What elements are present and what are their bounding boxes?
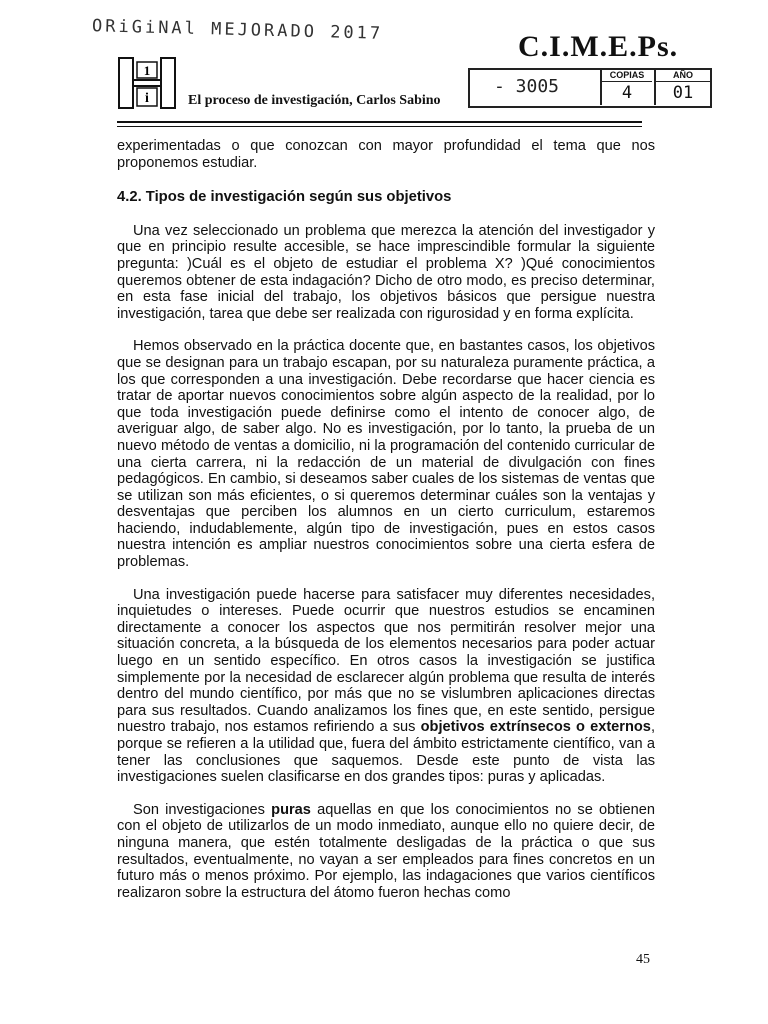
section-heading: 4.2. Tipos de investigación según sus objetivos: [117, 189, 452, 206]
stamp-code: - 3005: [494, 76, 560, 97]
stamp-copias-value: 4: [621, 83, 633, 103]
paragraph-4-bold: puras: [271, 801, 311, 818]
page-number: 45: [636, 952, 650, 967]
stamp-anio-value: 01: [672, 83, 694, 103]
paragraph-1: Una vez seleccionado un problema que merezca la atención del investigador y que en principio resulte accesible, se hace imprescindible formular la siguiente pregunta: )Cuál es el objeto de estudiar el problema X? )Qué conocimientos queremos obtener de esta indagación? Dicho de otro modo, es preciso determinar, en esta fase inicial del trabajo, los objetivos básicos que persigue nuestra investigación, tarea que debe ser realizada con rigurosidad y en forma explícita.: [117, 222, 655, 322]
book-logo-icon: [117, 56, 177, 110]
paragraph-4-text-b: aquellas en que los conocimientos no se obtienen con el objeto de utilizarlos de un modo inmediato, aunque ello no quiere decir, de ninguna manera, que estén totalmente desligadas de la práctica o que sus resultados, eventualmente, no vayan a ser empleados para fines concretos en un futuro más o menos próximo. Por ejemplo, las indagaciones que varios científicos realizaron sobre la estructura del átomo fueron hechas como: [117, 801, 656, 901]
stamp-copias-label: COPIAS: [602, 69, 652, 82]
stamp-title: C.I.M.E.Ps.: [518, 30, 679, 63]
archive-stamp: [468, 68, 712, 108]
handwritten-annotation: ORiGiNAl MEJORADO 2017: [91, 16, 384, 44]
paragraph-4: [117, 802, 655, 902]
paragraph-3-text-b: , porque se refieren a la utilidad que, fuera del ámbito estrictamente científico, van a tener las conclusiones que saquemos. Desde este punto de vista las investigaciones suelen clasificarse en dos grandes tipos: puras y aplicadas.: [117, 719, 655, 786]
paragraph-3-bold: objetivos extrínsecos o externos: [420, 719, 651, 736]
stamp-anio-cell: [654, 69, 710, 105]
header-divider: [117, 121, 642, 123]
page-body: [117, 138, 655, 917]
logo-letter-1: 1: [143, 63, 151, 78]
paragraph-3: [117, 587, 655, 786]
stamp-copias-cell: [600, 69, 652, 105]
page-header-title: El proceso de investigación, Carlos Sabino: [188, 93, 441, 108]
paragraph-3-text-a: Una investigación puede hacerse para satisfacer muy diferentes necesidades, inquietudes o intereses. Puede ocurrir que nuestros estudios se encaminen directamente a conocer los aspectos que nos permitirán resolver mejor una situación concreta, a la búsqueda de los elementos necesarios para poder actuar luego en un sentido específico. En otros casos la investigación se justifica simplemente por la necesidad de esclarecer algún problema que resulta de interés dentro del mundo científico, por más que no se vislumbren aplicaciones directas para sus resultados. Cuando analizamos los fines que, en este sentido, persigue nuestro trabajo, nos estamos refiriendo a sus: [117, 586, 655, 736]
continuation-paragraph: experimentadas o que conozcan con mayor profundidad el tema que nos proponemos estudiar.: [117, 138, 655, 171]
paragraph-4-text-a: Son investigaciones: [133, 801, 272, 818]
logo-letter-2: i: [145, 91, 149, 106]
paragraph-2: Hemos observado en la práctica docente que, en bastantes casos, los objetivos que se designan para un trabajo escapan, por su naturaleza puramente práctica, a los que corresponden a una investigación. Debe recordarse que hacer ciencia es tratar de aportar nuevos conocimientos sobre algún aspecto de la realidad, por lo que toda investigación puede definirse como el intento de conocer algo, de averiguar algo, de saber algo. No es investigación, por lo tanto, la prueba de un nuevo método de ventas a domicilio, ni la programación del contenido curricular de una cierta carrera, ni la redacción de un material de divulgación con fines pedagógicos. En cambio, si deseamos saber cuales de los sistemas de ventas que se utilizan son más eficientes, o si queremos determinar cuáles son la ventajas y desventajas que perciben los alumnos en un cierto curriculum, estaremos haciendo, indudablemente, algún tipo de investigación, pues en estos casos nuestra intención es ampliar nuestros conocimientos sobre una cierta esfera de problemas.: [117, 338, 655, 571]
stamp-anio-label: AÑO: [656, 69, 710, 82]
header-divider-thin: [117, 126, 642, 127]
